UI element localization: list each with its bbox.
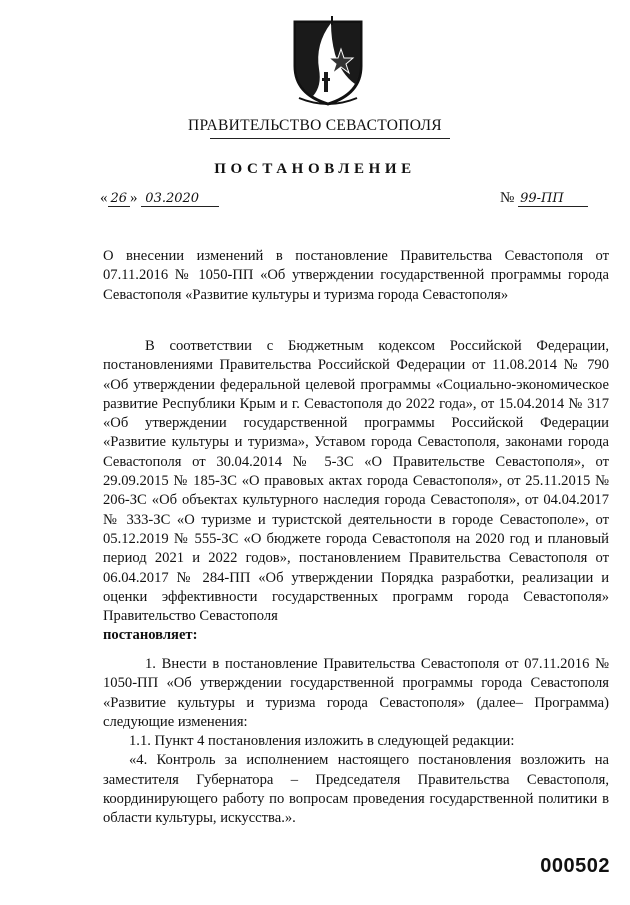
date-day: 26 [108,191,131,207]
clause-1: 1. Внести в постановление Правительства Севастополя от 07.11.2016 № 1050-ПП «Об утверждении государственной программы города Севастополя «Развитие культуры и туризма города Севастополя» (далее– Программа) следующие изменения: [103,656,609,730]
preamble-text: В соответствии с Бюджетным кодексом Российской Федерации, постановлениями Правительства Российской Федерации от 11.08.2014 № 790 «Об утверждении федеральной целевой программы «Социально-экономическое развитие Республики Крым и г. Севастополя до 2022 года», от 15.04.2014 № 317 «Об утверждении государственной программы Российской Федерации «Развитие культуры и туризма», Уставом города Севастополя, законами города Севастополя от 30.04.2014 № 5-ЗС «О Правительстве Севастополя», от 29.09.2015 № 185-ЗС «О правовых актах города Севастополя», от 25.11.2015 № 206-ЗС «Об объектах культурного наследия города Севастополя», от 04.04.2017 № 333-ЗС «О туризме и туристской деятельности в городе Севастополе», от 05.12.2019 № 555-ЗС «О бюджете города Севастополя на 2020 год и плановый период 2021 и 2022 годов», постановлением Правительства Севастополя от 06.04.2017 № 284-ПП «Об утверждении Порядка разработки, реализации и оценки эффективности государственных программ города Севастополя» Правительство Севастополя [103,338,609,625]
title-underline [210,138,450,139]
document-number [500,190,588,207]
subject-text: О внесении изменений в постановление Правительства Севастополя от 07.11.2016 № 1050-ПП «Об утверждении государственной программы города Севастополя «Развитие культуры и туризма города Севастополя» [103,248,609,303]
date-month-year: 03.2020 [141,191,219,207]
document-type-heading: ПОСТАНОВЛЕНИЕ [214,161,416,177]
document-subject [103,247,609,305]
number-value: 99-ПП [518,191,588,207]
preamble [103,337,609,646]
resolves-word: постановляет: [103,627,198,644]
document-date [100,190,219,207]
date-open-quote: « [100,190,108,206]
clause-quote: «4. Контроль за исполнением настоящего постановления возложить на заместителя Губернатора – Председателя Правительства Севастополя, координирующего работу по вопросам проведения государственной политики в области культуры, искусства.». [103,752,609,827]
serial-number: 000502 [540,855,610,877]
date-close-quote: » [130,190,138,206]
clause-1-1: 1.1. Пункт 4 постановления изложить в следующей редакции: [129,733,515,750]
government-title: ПРАВИТЕЛЬСТВО СЕВАСТОПОЛЯ [188,117,442,134]
coat-of-arms-emblem [291,14,365,106]
number-sign: № [500,190,515,206]
clauses-section [103,655,609,829]
